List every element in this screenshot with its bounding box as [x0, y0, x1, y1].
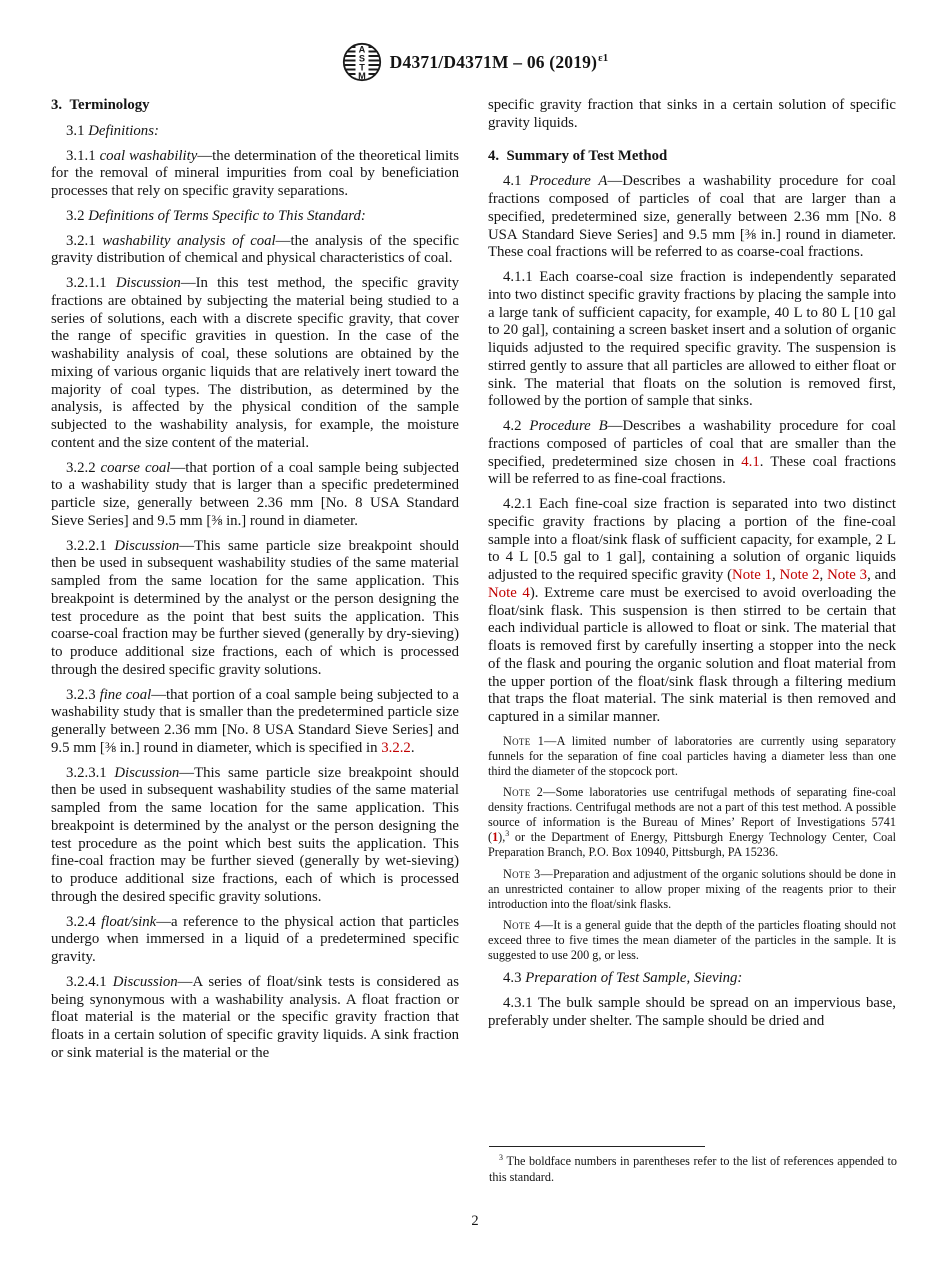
paragraph-continuation: specific gravity fraction that sinks in a certain solution of specific gravity liquids.: [488, 97, 896, 131]
footnote: $^3$ The boldface numbers in parentheses refer to the list of references appended to this standard.: [489, 1152, 897, 1184]
paragraph: 3.2.4 float/sink—a reference to the physical action that particles undergo when immersed in a liquid of a predetermined specific gravity.: [51, 913, 459, 965]
document-header: [0, 0, 950, 82]
left-column: [51, 97, 459, 1063]
paragraph: 4.1.1 Each coarse-coal size fraction is independently separated into two distinct specific gravity fractions by placing the sample into a large tank of sufficient capacity, for example, 40 L to 80 L [10 gal to 20 gal], containing a screen basket insert and a solution of organic liquids adjusted to the required specific gravity. The suspension is stirred gently to assure that all particles are allowed to either float or sink. The material that floats on the solution is removed first, followed by the portion of sample that sinks.: [488, 269, 896, 410]
text-segment: fine coal: [99, 686, 152, 703]
paragraph: 4.3.1 The bulk sample should be spread on an impervious base, preferably under shelter. The sample should be dried and: [488, 994, 896, 1029]
text-segment: Preparation of Test Sample, Sieving:: [525, 970, 743, 986]
cross-reference-link[interactable]: Note 3: [827, 567, 868, 583]
paragraph: 3.2.3.1 Discussion—This same particle size breakpoint should then be used in subsequent washability studies of the same material sampled from the same location for the same application. This breakpoint is determined by the analyst or the person designing the test procedure as the point which best suits the application. This fine-coal fraction may be further sieved (generally by wet-sieving) to produce additional size fractions, each of which is processed through the desired specific gravity solutions.: [51, 764, 460, 905]
text-segment: Procedure B: [529, 418, 608, 434]
text-segment: Discussion: [115, 275, 181, 291]
paragraph: 3.2.1.1 Discussion—In this test method, the specific gravity fractions are obtained by subjecting the material being studied to a series of solutions, each with a discrete specific gravity, that cover the range of specific gravities in question. In the case of the washability analysis of coal, these solutions are obtained by the mixing of various organic liquids that are relatively inert toward the majority of coal types. The distribution, as determined by the analysis, is affected by the physical condition of the sample subjected to the washability analysis, for example, the moisture content and the size content of the material.: [51, 275, 460, 451]
text-segment: 3: [505, 828, 510, 838]
paragraph: 3.2.2.1 Discussion—This same particle size breakpoint should then be used in subsequent washability studies of the same material sampled from the same location for the same application. This breakpoint is determined by the analyst or the person designing the test procedure as the point that best suits the application. This coarse-coal fraction may be further sieved (generally by dry-sieving) to produce additional size fractions, each of which is processed through the desired specific gravity solutions.: [51, 537, 460, 678]
section-heading: 3. Terminology: [51, 97, 150, 113]
designation-text: D4371/D4371M – 06 (2019): [389, 51, 598, 72]
paragraph: 3.2.2 coarse coal—that portion of a coal sample being subjected to a washability study that is larger than a specific predetermined particle size, generally between 2.36 mm [No. 8 USA Standard Sieve Series] and 9.5 mm [⅜ in.] round in diameter.: [51, 459, 459, 529]
logo-letter: M: [357, 71, 366, 81]
cross-reference-link[interactable]: Note 2: [779, 567, 820, 583]
note-paragraph: Note 4—It is a general guide that the depth of the particles floating should not exceed three to five times the mean diameter of the particles in the sample. It is suggested to use 200 g, or less.: [488, 918, 896, 963]
text-segment: Note 1—: [503, 733, 557, 748]
text-segment: washability analysis of coal: [102, 232, 276, 249]
cross-reference-link[interactable]: 1: [492, 830, 499, 844]
two-column-body: [0, 82, 950, 1063]
footnote-rule: [489, 1146, 705, 1147]
paragraph: 3.2.3 fine coal—that portion of a coal sample being subjected to a washability study that is smaller than the predetermined particle size generally between 2.36 mm [No. 8 USA Standard Sieve Series] and 9.5 mm [⅜ in.] round in diameter, which is specified in 3.2.2.: [51, 686, 459, 756]
text-segment: coarse coal: [100, 459, 171, 476]
text-segment: Note 4—: [503, 918, 554, 933]
standard-designation: [390, 52, 609, 73]
paragraph: 3.2.4.1 Discussion—A series of float/sink tests is considered as being synonymous with a washability analysis. A float fraction or float material is the material or the specific gravity fraction that floats in a certain solution of specific gravity liquids. A sink fraction or sink material is the material or the: [51, 973, 459, 1061]
section-heading: 4. Summary of Test Method: [488, 147, 668, 164]
footnote-area: [489, 1146, 897, 1186]
text-segment: Discussion: [112, 973, 178, 990]
text-segment: Discussion: [114, 537, 180, 554]
text-segment: float/sink: [101, 913, 157, 930]
paragraph: 4.2.1 Each fine-coal size fraction is separated into two distinct specific gravity fractions by placing a portion of the fine-coal sample into a float/sink flask of sufficient capacity, for example, 2 L to 4 L [0.5 gal to 1 gal], containing a solution of organic liquids adjusted to the required specific gravity (Note 1, Note 2, Note 3, and Note 4). Extreme care must be exercised to avoid overloading the float/sink flask. This suspension is then stirred to be certain that each individual particle is allowed to float or sink. The material that floats is removed first by carefully inserting a stopper into the neck of the flask and pouring the organic solution and float material from the upper portion of the float/sink flask through a filtering medium that traps the float material. The sink material is then removed and captured in a similar manner.: [488, 496, 896, 725]
cross-reference-link[interactable]: 3.2.2: [381, 739, 411, 756]
text-segment: Definitions:: [88, 122, 159, 139]
paragraph: 3.1 Definitions:: [66, 122, 159, 139]
text-segment: Procedure A: [529, 173, 608, 190]
page-number: 2: [471, 1213, 479, 1229]
logo-letter: A: [358, 44, 365, 55]
paragraph: 4.2 Procedure B—Describes a washability procedure for coal fractions composed of particles of coal that are smaller than the specified, predetermined size chosen in 4.1. These coal fractions will be referred to as fine-coal fractions.: [488, 418, 896, 488]
designation-superscript: ε1: [598, 52, 609, 64]
note-paragraph: Note 2—Some laboratories use centrifugal methods of separating fine-coal density fractions. Centrifugal methods are not a part of this test method. A possible source of information is the Bureau of Mines’ Report of Investigations 5741 (1),$^3$ or the Department of Energy, Pittsburgh Energy Technology Center, Coal Preparation Branch, P.O. Box 10940, Pittsburgh, PA 15236.: [488, 785, 896, 859]
logo-letter: T: [358, 62, 365, 73]
right-column: [488, 97, 896, 1063]
text-segment: Definitions of Terms Specific to This Standard:: [88, 207, 366, 224]
logo-letter: S: [358, 53, 365, 64]
paragraph: 3.2.1 washability analysis of coal—the analysis of the specific gravity distribution of chemical and physical characteristics of coal.: [51, 232, 459, 267]
text-segment: Discussion: [114, 764, 180, 781]
paragraph: 4.1 Procedure A—Describes a washability procedure for coal fractions composed of particles of coal that are larger than a specified, predetermined size, generally between 2.36 mm [No. 8 USA Standard Sieve Series] and 9.5 mm [⅜ in.] round in diameter. These coal fractions will be referred to as coarse-coal fractions.: [488, 173, 897, 261]
cross-reference-link[interactable]: 4.1: [741, 453, 760, 470]
cross-reference-link[interactable]: Note 4: [488, 584, 530, 601]
text-segment: Note 3—: [503, 866, 553, 881]
paragraph: 3.1.1 coal washability—the determination of the theoretical limits for the removal of mineral impurities from coal by beneficiation processes that rely on specific gravity separations.: [51, 147, 459, 199]
astm-logo: [342, 42, 382, 82]
note-paragraph: Note 3—Preparation and adjustment of the organic solutions should be done in an unrestricted container to allow proper mixing of the reagents prior to their introduction into the float/sink flasks.: [488, 866, 896, 911]
cross-reference-link[interactable]: Note 1: [732, 567, 773, 583]
paragraph: 4.3 Preparation of Test Sample, Sieving:: [503, 970, 743, 986]
text-segment: coal washability: [99, 147, 198, 164]
text-segment: Note 2—: [503, 785, 556, 800]
paragraph: 3.2 Definitions of Terms Specific to This Standard:: [66, 207, 366, 224]
note-paragraph: Note 1—A limited number of laboratories are currently using separatory funnels for the separation of fine coal particles having a diameter less than one third the diameter of the stopcock port.: [488, 733, 896, 778]
text-segment: 3: [499, 1152, 503, 1162]
